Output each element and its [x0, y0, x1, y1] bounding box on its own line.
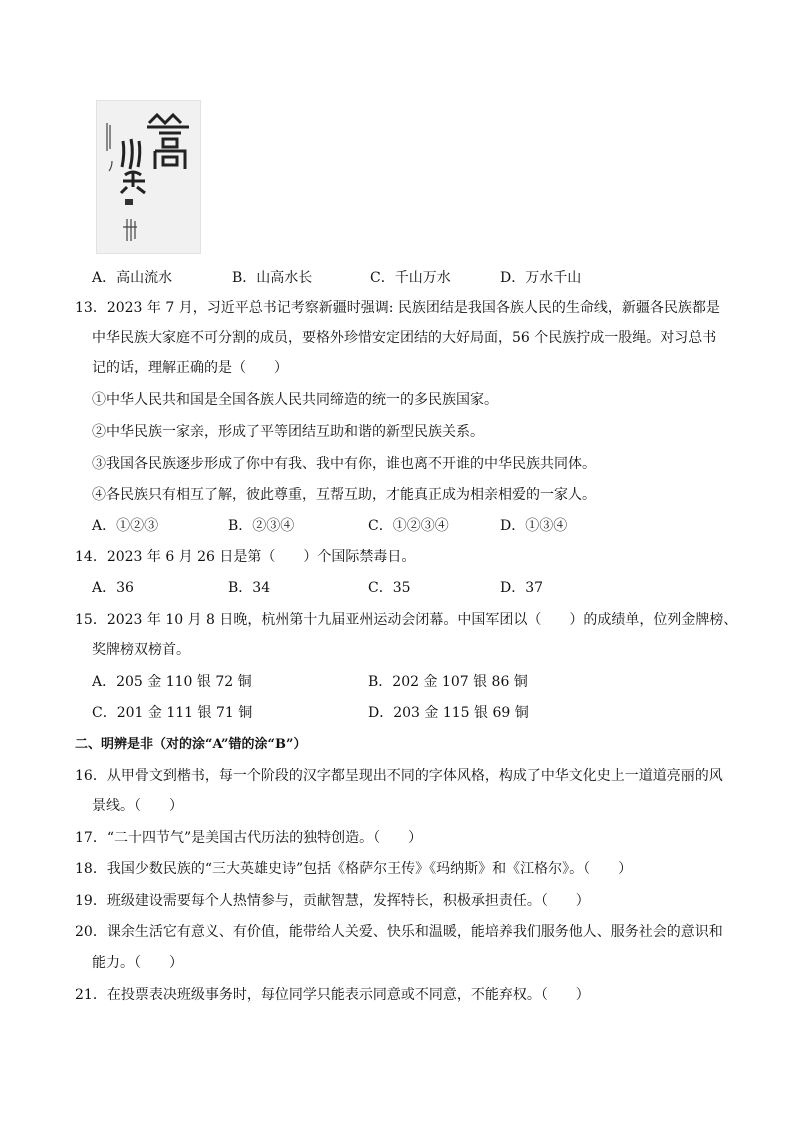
q13-statement-3: ③我国各民族逐步形成了你中有我、我中有你，谁也离不开谁的中华民族共同体。 [92, 456, 596, 472]
q14-option-b[interactable]: B．34 [228, 580, 271, 596]
q15-option-b[interactable]: B．202 金 107 银 86 铜 [368, 674, 528, 690]
q15-stem-line2: 奖牌榜双榜首。 [92, 642, 190, 658]
q13-option-a[interactable]: A．①②③ [92, 518, 159, 534]
q17-text: 17．“二十四节气”是美国古代历法的独特创造。（ ） [75, 830, 423, 846]
q13-stem-line3: 记的话，理解正确的是（ ） [92, 360, 288, 376]
q16-line1: 16．从甲骨文到楷书，每一个阶段的汉字都呈现出不同的字体风格，构成了中华文化史上一道道亮丽的风 [75, 768, 723, 784]
q14-option-a[interactable]: A．36 [92, 580, 134, 596]
q15-option-c[interactable]: C．201 金 111 银 71 铜 [92, 705, 253, 721]
q15-stem-line1: 15．2023 年 10 月 8 日晚，杭州第十九届亚州运动会闭幕。中国军团以（ ）的成绩单，位列金牌榜、 [75, 612, 738, 628]
q13-statement-1: ①中华人民共和国是全国各族人民共同缔造的统一的多民族国家。 [92, 392, 498, 408]
q13-statement-4: ④各民族只有相互了解，彼此尊重，互帮互助，才能真正成为相亲相爱的一家人。 [92, 487, 596, 503]
q16-line2: 景线。（ ） [92, 798, 183, 814]
q13-stem-line1: 13．2023 年 7 月，习近平总书记考察新疆时强调: 民族团结是我国各族人民的生命线，新疆各民族都是 [75, 300, 720, 316]
q20-line1: 20．课余生活它有意义、有价值，能带给人关爱、快乐和温暖，能培养我们服务他人、服务社会的意识和 [75, 924, 723, 940]
q13-statement-2: ②中华民族一家亲，形成了平等团结互助和谐的新型民族关系。 [92, 424, 484, 440]
q19-text: 19．班级建设需要每个人热情参与，贡献智慧，发挥特长，积极承担责任。（ ） [75, 893, 590, 909]
q18-text: 18．我国少数民族的“三大英雄史诗”包括《格萨尔王传》《玛纳斯》和《江格尔》。（ ） [75, 861, 633, 877]
q13-option-b[interactable]: B．②③④ [228, 518, 295, 534]
q13-stem-line2: 中华民族大家庭不可分割的成员，要格外珍惜安定团结的大好局面，56 个民族拧成一股绳。对习总书 [92, 330, 717, 346]
q12-option-c[interactable]: C．千山万水 [370, 270, 451, 286]
q12-option-b[interactable]: B．山高水长 [232, 270, 313, 286]
q14-stem: 14．2023 年 6 月 26 日是第（ ）个国际禁毒日。 [75, 549, 416, 565]
calligraphy-image [96, 100, 201, 254]
q12-option-a[interactable]: A．高山流水 [92, 270, 173, 286]
q12-option-d[interactable]: D．万水千山 [500, 270, 582, 286]
q13-option-d[interactable]: D．①③④ [500, 518, 568, 534]
q15-option-a[interactable]: A．205 金 110 银 72 铜 [92, 674, 252, 690]
q21-text: 21．在投票表决班级事务时，每位同学只能表示同意或不同意，不能弃权。（ ） [75, 987, 590, 1003]
q15-option-d[interactable]: D．203 金 115 银 69 铜 [368, 705, 529, 721]
q14-option-d[interactable]: D．37 [500, 580, 544, 596]
q14-option-c[interactable]: C．35 [368, 580, 411, 596]
section-2-heading: 二、明辨是非（对的涂“A”错的涂“B”） [75, 737, 307, 752]
q13-option-c[interactable]: C．①②③④ [368, 518, 449, 534]
q20-line2: 能力。（ ） [92, 955, 183, 971]
seal-script-calligraphy [97, 101, 200, 253]
